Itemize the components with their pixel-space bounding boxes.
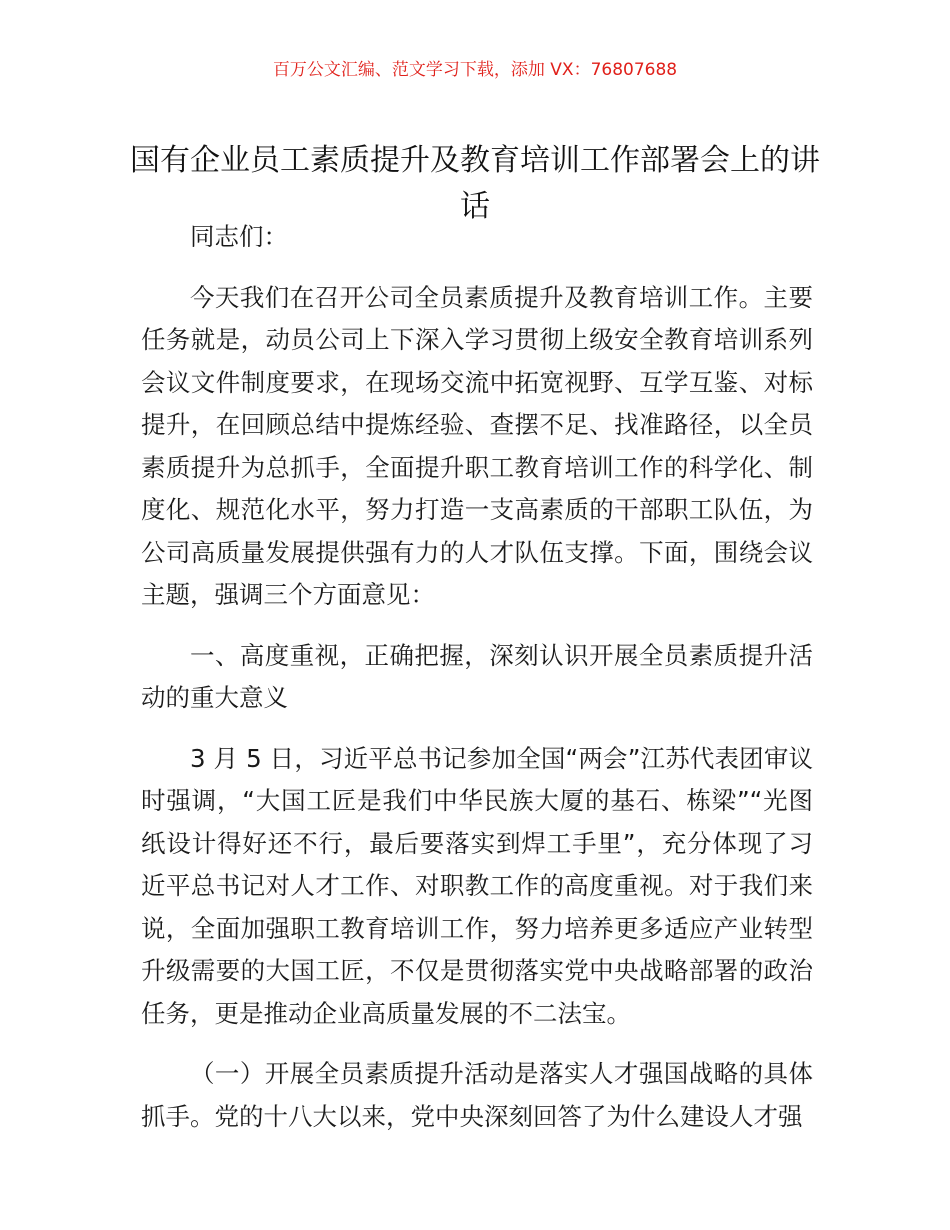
section-heading-1: 一、高度重视，正确把握，深刻认识开展全员素质提升活动的重大意义 bbox=[141, 640, 813, 712]
paragraph-1: 3 月 5 日，习近平总书记参加全国“两会”江苏代表团审议时强调，“大国工匠是我们中华民族大厦的基石、栋梁”“光图纸设计得好还不行，最后要落实到焊工手里”，充分体现了习近平总书记对人才工作、对职教工作的高度重视。对于我们来说，全面加强职工教育培训工作，努力培养更多适应产业转型升级需要的大国工匠，不仅是贯彻落实党中央战略部署的政治任务，更是推动企业高质量发展的不二法宝。 bbox=[141, 743, 813, 1028]
paragraph-intro: 今天我们在召开公司全员素质提升及教育培训工作。主要任务就是，动员公司上下深入学习贯彻上级安全教育培训系列会议文件制度要求，在现场交流中拓宽视野、互学互鉴、对标提升，在回顾总结中提炼经验、查摆不足、找准路径，以全员素质提升为总抓手，全面提升职工教育培训工作的科学化、制度化、规范化水平，努力打造一支高素质的干部职工队伍，为公司高质量发展提供强有力的人才队伍支撑。下面，围绕会议主题，强调三个方面意见： bbox=[141, 282, 813, 609]
document-body bbox=[141, 216, 813, 1156]
salutation: 同志们： bbox=[190, 222, 288, 251]
paragraph-2: （一）开展全员素质提升活动是落实人才强国战略的具体抓手。党的十八大以来，党中央深刻回答了为什么建设人才强 bbox=[141, 1059, 813, 1131]
watermark-header: 百万公文汇编、范文学习下载，添加 VX：76807688 bbox=[272, 60, 678, 80]
document-title: 国有企业员工素质提升及教育培训工作部署会上的讲话 bbox=[130, 143, 820, 225]
